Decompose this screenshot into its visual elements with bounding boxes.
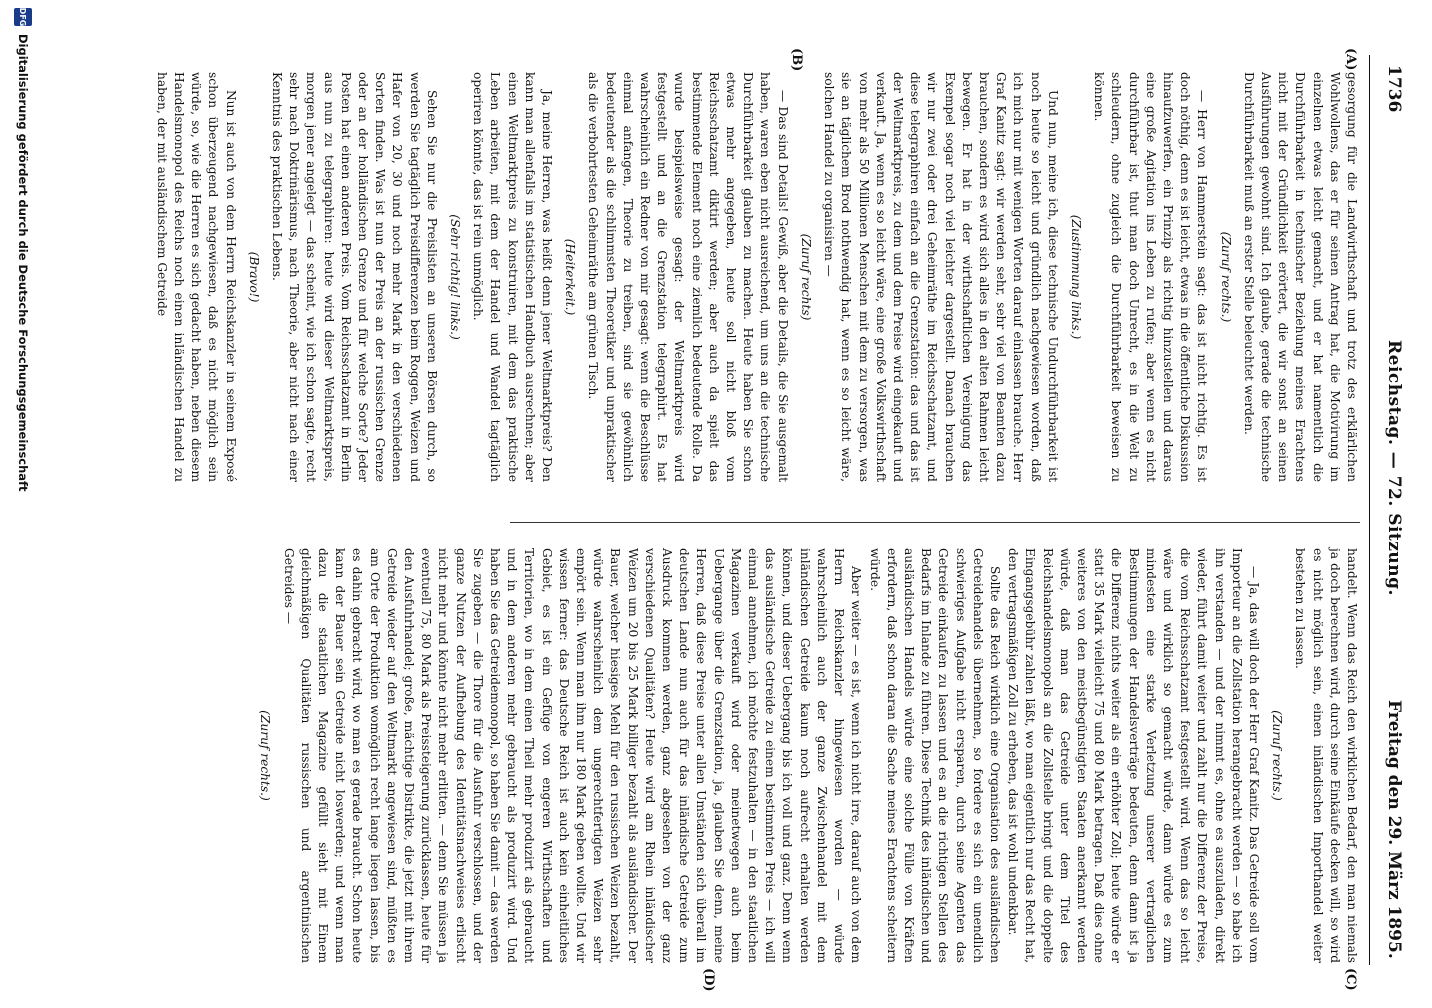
interjection: (Zuruf rechts.)	[258, 710, 273, 801]
interjection: (Zuruf rechts.)	[1218, 231, 1233, 323]
interjection: (Zustimmung links.)	[1068, 214, 1083, 340]
header-rule	[1369, 55, 1370, 965]
paragraph: Sollte das Reich wirklich eine Organisation des ausländischen Getreidehandels übernehmen, so fordere es sich ein unendlich schwieriges Aufgabe nicht ersparen, durch seine Agenten das Getreide einkaufen zu lassen und es an die richtigen Stellen des Bedarfs im Inlande zu führen. Diese Technik des inländischen und ausländischen Handels würde eine solche Fülle von Kräften erfordern, daß schon daran die Sache meines Erachtens scheitern würde.	[867, 548, 1002, 963]
margin-marker-d: (D)	[701, 968, 716, 992]
paragraph: Und nun, meine ich, diese technische Undurchführbarkeit ist noch heute so leicht und gründlich nachgewiesen worden, daß ich mich nur mit wenigen Worten darauf einlassen brauche. Herr Graf Kanitz sagt: wir werden sehr, sehr viel von Beamten dazu brauchen, sondern es wird sich alles in den alten Rahmen leicht bewegen. Er hat in der wirthschaftlichen Vereinigung das Exempel sogar noch viel leichter dargestellt. Danach brauchen wir nur zwei oder drei Geheimräthe im Reichsschatzamt, und diese telegraphiren einfach an die Grenzstation: das und das ist der Weltmarktpreis, zu dem und dem Preise wird eingekauft und verkauft. Ja, wenn es so leicht wäre, eine große Volkswirthschaft von mehr als 50 Millionen Menschen mit dem zu versorgen, was sie an täglichem Brod nothwendig hat, wenn es so leicht wäre, solchen Handel zu organisiren —	[822, 72, 1060, 482]
paragraph: gesorgung für die Landwirthschaft und trotz des erklärlichen Wohlwollens, das er für seinen Antrag hat, die Motivirung im einzelnen etwas leicht gemacht, und er hat namentlich die Durchführbarkeit in technischer Beziehung meines Erachtens nicht mit der Gründlichkeit erörtert, die wir sonst an seinen Ausführungen gewohnt sind. Ich glaube, gerade die technische Durchführbarkeit muß an erster Stelle beleuchtet werden.	[1241, 72, 1359, 482]
paragraph: — Das sind Details! Gewiß, aber die Details, die Sie ausgemalt haben, waren eben nicht ausreichend, um uns an die technische Durchführbarkeit glauben zu machen. Heute haben Sie schon etwas mehr angegeben, heute soll nicht bloß vom Reichsschatzamt diktirt werden; aber auch da spielt das bestimmende Element noch eine ziemlich bedeutende Rolle. Da wurde beispielsweise gesagt: der Weltmarktpreis wird festgestellt und an die Grenzstation telegraphirt. Es hat wahrscheinlich ein Redner von mir gesagt: wenn die Beschlüsse einmal anfangen, Theorie zu treiben, sind sie gewöhnlich bedeutender als die schlimmsten Theoretiker und unpraktischer als die verbohrtesten Geheimräthe am grünen Tisch.	[586, 72, 790, 482]
credit-text: Digitalisierung gefördert durch die Deutsche Forschungsgemeinschaft	[16, 34, 30, 492]
paragraph: Nun ist auch von dem Herrn Reichskanzler in seinem Exposé schon überzeugend nachgewiesen, daß es nicht möglich sein würde, so, wie die Herren es sich gedacht haben, neben diesem Handelsmonopol des Reichs noch einen inländischen Handel zu haben, der mit ausländischem Getreide	[154, 72, 238, 482]
page-number: 1736	[1384, 65, 1404, 113]
dfg-logo: DFG	[14, 8, 32, 26]
paragraph: — Ja, das will doch der Herr Graf Kanitz. Das Getreide soll vom Importeur an die Zollstation herangebracht werden — so habe ich ihn verstanden — und der nimmt es, ohne es auszuladen, direkt wieder, führt damit weiter und zahlt nur die Differenz der Preise, die vom Reichsschatzamt festgestellt wird. Wenn das so leicht wäre und wirklich so gemacht würde, dann würde es zum mindesten eine starke Verletzung unserer vertraglichen Bestimmungen der Handelsverträge bedeuten, denn dann ist ja die Differenz nichts weiter als ein erhöhter Zoll; heute würde er statt 35 Mark vielleicht 75 und 80 Mark betragen. Daß dies ohne weiteres von den meistbegünstigten Staaten anerkannt werden würde, daß man das Getreide unter dem Titel des Reichshandelsmonopols an die Zollstelle bringt und die doppelte Eingangsgebühr zahlen läßt, wo man eigentlich nur das Recht hat, den vertragsmäßigen Zoll zu erheben, das ist wohl undenkbar.	[1006, 548, 1261, 963]
interjection: (Bravo!)	[246, 251, 261, 303]
paragraph: handelt. Wenn das Reich den wirklichen Bedarf, den man niemals ja doch berechnen wird, durch seine Einkäufe decken will, so wird es nicht möglich sein, einen inländischen Importhandel weiter bestehen zu lassen.	[1293, 548, 1359, 963]
paragraph: Aber weiter — es ist, wenn ich nicht irre, darauf auch von dem Herrn Reichskanzler hingewiesen worden — würde wahrscheinlich auch der ganze Zwischenhandel mit dem inländischen Getreide kaum noch aufrecht erhalten werden können, und dieser Uebergang bis ich voll und ganz. Denn wenn das ausländische Getreide zu einem bestimmten Preis — ich will einmal annehmen, ich möchte festzuhalten — in den staatlichen Magazinen verkauft wird oder meinetwegen auch beim Uebergange über die Grenzstation, ja, glauben Sie denn, meine Herren, daß diese Preise unter allen Umständen sich überall im deutschen Lande nun auch für das inländische Getreide zum Ausdruck kommen werden, ganz abgesehen von der ganz verschiedenen Qualitäten? Heute wird am Rhein inländischer Weizen um 20 bis 25 Mark billiger bezahlt als ausländischer. Der Bauer, welcher hiesiges Mehl für den russischen Weizen bezahlt, würde wahrscheinlich dem ungerechtfertigten Weizen sehr empört sein. Wenn man ihm nur 180 Mark geben wollte. Und wir wissen ferner: das Deutsche Reich ist auch kein einheitliches Gebiet, es ist ein Gefüge von engeren Wirthschaften und Territorien, wo in dem einen Theil mehr produzirt als gebraucht und in dem anderen mehr gebraucht als produzirt wird. Und haben Sie das Getreidemonopol, so haben Sie damit — das werden Sie zugeben — die Thore für die Ausfuhr verschlossen, und der ganze Nutzen der Aufhebung des Identitätsnachweises erlischt nicht mehr und könnte nicht mehr erlitten. — denn Sie müssen ja eventuell 75, 80 Mark als Preissteigerung zurücklassen, heute für den Ausfuhrhandel; große, mächtige Distrikte, die jetzt mit ihrem Getreide wieder auf den Weltmarkt angewiesen sind, müßten es am Orte der Produktion womöglich recht lange liegen lassen, bis es dahin gebracht wird, wo man es gerade braucht. Schon heute kann der Bauer sein Getreide nicht loswerden; und wenn man dazu die staatlichen Magazine gefüllt sieht mit Einem gleichmäßigen Qualitäten russischen und argentinischen Getreides —	[281, 548, 864, 963]
left-text-column	[152, 72, 1360, 482]
interjection: (Zuruf rechts)	[798, 233, 813, 321]
interjection: (Sehr richtig! links.)	[448, 214, 463, 340]
margin-marker-b: (B)	[789, 48, 804, 72]
running-title: Reichstag. — 72. Sitzung.	[1384, 340, 1404, 596]
session-date: Freitag den 29. März 1895.	[1384, 700, 1404, 959]
paragraph: — Herr von Hammerstein sagt: das ist nicht richtig. Es ist doch nöthig, denn es ist leicht, etwas in die öffentliche Diskussion hinaufzuwerfen, ein Prinzip als richtig hinzustellen und daraus eine große Agitation ins Leben zu rufen; aber wenn es nicht durchführbar ist, thut man doch Unrecht, es in die Welt zu schleudern, ohne zugleich die Durchführbarkeit beweisen zu können.	[1092, 72, 1210, 482]
column-separator	[510, 522, 1360, 523]
digitization-credit	[9, 0, 37, 1008]
right-text-column	[250, 548, 1360, 963]
paragraph: Ja, meine Herren, was heißt denn jener Weltmarktpreis? Den kann man allenfalls im statistischen Handbuch ausrechnen; aber einen Weltmarktpreis zu konstruiren, mit dem das praktische Leben arbeiten, mit dem der Handel und Wandel tagtäglich operiren könnte, das ist rein unmöglich.	[471, 72, 555, 482]
paragraph: Sehen Sie nur die Preislisten an unseren Börsen durch, so werden Sie tagtäglich Preisdifferenzen beim Roggen, Weizen und Hafer von 20, 30 und noch mehr Mark in den verschiedenen Sorten finden. Was ist nun der Preis an der russischen Grenze oder an der holländischen Grenze und für welche Sorte? Jeder Posten hat einen anderen Preis. Vom Reichsschatzamt in Berlin aus nun zu telegraphiren: heute wird dieser Weltmarktspreis, morgen jener angelegt — das scheint, wie ich schon sagte, recht sehr nach Doktrinärismus, nach Theorie, aber nicht nach einer Kenntnis des praktischen Lebens.	[270, 72, 439, 482]
interjection: (Zuruf rechts.)	[1270, 710, 1285, 801]
margin-marker-c: (C)	[1343, 968, 1358, 991]
margin-marker-a: (A)	[1343, 48, 1358, 71]
interjection: (Heiterkeit.)	[563, 238, 578, 316]
